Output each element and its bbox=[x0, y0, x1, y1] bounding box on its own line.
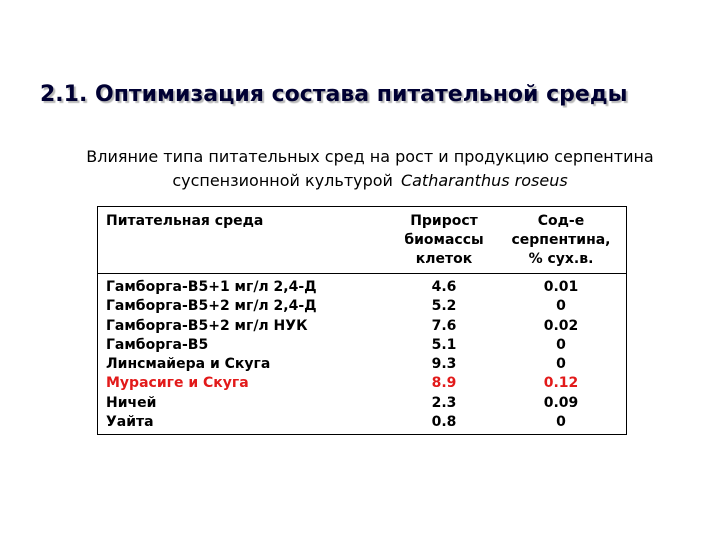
serpentine-cell: 0 bbox=[556, 414, 566, 431]
header-growth-line: клеток bbox=[415, 251, 473, 267]
growth-cell: 8.9 bbox=[431, 375, 457, 392]
serpentine-cell: 0 bbox=[556, 298, 566, 315]
data-table bbox=[97, 206, 627, 435]
medium-cell: Ничей bbox=[106, 394, 157, 411]
header-divider bbox=[98, 273, 626, 274]
serpentine-cell: 0 bbox=[556, 356, 566, 373]
growth-cell: 7.6 bbox=[431, 317, 457, 334]
header-serpentine-line: Сод-е bbox=[537, 213, 585, 229]
growth-cell: 4.6 bbox=[431, 279, 457, 295]
medium-cell: Уайта bbox=[106, 414, 154, 431]
growth-cell: 2.3 bbox=[431, 394, 457, 411]
serpentine-cell: 0.12 bbox=[543, 375, 579, 392]
header-growth-line: биомассы bbox=[404, 232, 484, 248]
growth-cell: 5.1 bbox=[431, 336, 457, 353]
medium-column bbox=[106, 278, 317, 432]
header-medium: Питательная среда bbox=[106, 213, 264, 229]
species-name: Catharanthus roseus bbox=[400, 171, 568, 190]
growth-column bbox=[392, 278, 496, 432]
header-growth bbox=[392, 212, 496, 269]
growth-cell: 5.2 bbox=[431, 298, 457, 315]
growth-cell: 9.3 bbox=[431, 356, 457, 373]
table-caption bbox=[30, 145, 710, 193]
header-serpentine-line: % сух.в. bbox=[528, 251, 594, 267]
serpentine-cell: 0 bbox=[556, 336, 566, 353]
page-title: 2.1. Оптимизация состава питательной среды bbox=[40, 82, 628, 107]
serpentine-cell: 0.02 bbox=[543, 317, 579, 334]
medium-cell: Мурасиге и Скуга bbox=[106, 375, 249, 392]
header-serpentine bbox=[498, 212, 624, 269]
medium-cell: Гамборга-В5 bbox=[106, 336, 209, 353]
medium-cell: Линсмайера и Скуга bbox=[106, 356, 271, 373]
serpentine-column bbox=[498, 278, 624, 432]
medium-cell: Гамборга-В5+2 мг/л НУК bbox=[106, 317, 308, 334]
caption-line-1: Влияние типа питательных сред на рост и продукцию серпентина bbox=[86, 147, 654, 166]
header-serpentine-line: серпентина, bbox=[511, 232, 611, 248]
serpentine-cell: 0.09 bbox=[543, 394, 579, 411]
caption-line-2 bbox=[30, 169, 710, 193]
growth-cell: 0.8 bbox=[431, 414, 457, 431]
serpentine-cell: 0.01 bbox=[543, 279, 579, 295]
header-growth-line: Прирост bbox=[410, 213, 478, 229]
medium-cell: Гамборга-В5+2 мг/л 2,4-Д bbox=[106, 298, 317, 315]
caption-line-2-text: суспензионной культурой bbox=[172, 171, 393, 190]
medium-cell: Гамборга-В5+1 мг/л 2,4-Д bbox=[106, 279, 317, 295]
